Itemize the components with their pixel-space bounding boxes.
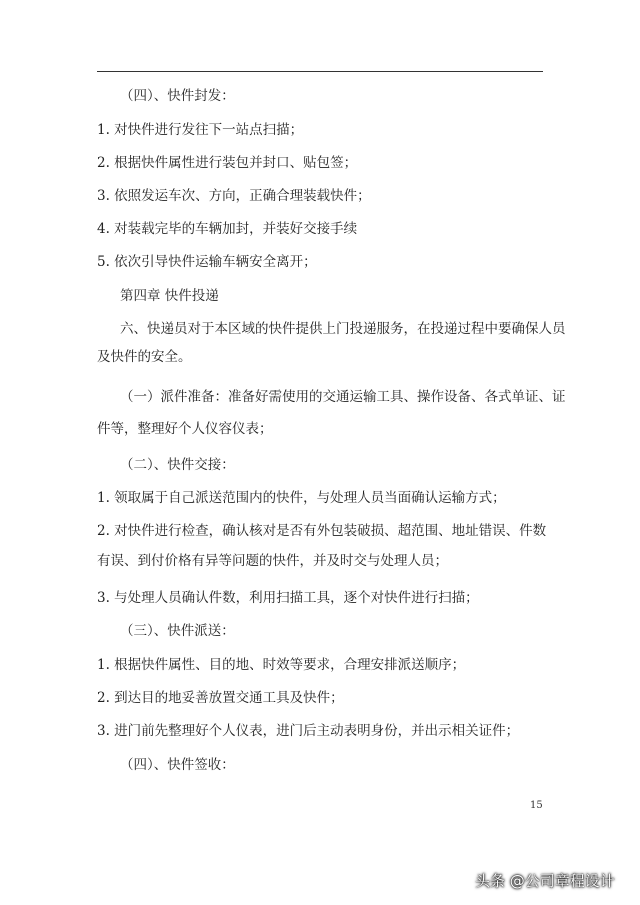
section-heading-delivery: （三）、快件派送：: [120, 623, 235, 639]
list-item: 1. 对快件进行发往下一站点扫描；: [97, 122, 304, 138]
paragraph-line: 六、快递员对于本区域的快件提供上门投递服务，在投递过程中要确保人员: [120, 321, 566, 337]
list-item: 5. 依次引导快件运输车辆安全离开；: [97, 254, 317, 270]
header-rule: [97, 71, 543, 72]
list-item: 4. 对装载完毕的车辆加封，并装好交接手续: [97, 221, 358, 237]
list-item: 2. 到达目的地妥善放置交通工具及快件；: [97, 690, 344, 706]
list-item: 1. 领取属于自己派送范围内的快件，与处理人员当面确认运输方式；: [97, 490, 506, 506]
watermark: 头条 @公司章程设计: [475, 872, 615, 890]
section-heading-handover: （二）、快件交接：: [120, 457, 235, 473]
chapter-heading: 第四章 快件投递: [120, 288, 219, 304]
page-number: 15: [530, 800, 543, 811]
paragraph-line: 件等，整理好个人仪容仪表；: [97, 421, 273, 437]
paragraph-line: （一）派件准备：准备好需使用的交通运输工具、操作设备、各式单证、证: [120, 389, 566, 405]
section-heading-sealing: （四）、快件封发：: [120, 88, 235, 104]
paragraph-line: 及快件的安全。: [97, 349, 192, 365]
list-item: 3. 进门前先整理好个人仪表，进门后主动表明身份，并出示相关证件；: [97, 723, 520, 739]
section-heading-signing: （四）、快件签收：: [120, 757, 235, 773]
list-item: 3. 与处理人员确认件数，利用扫描工具，逐个对快件进行扫描；: [97, 590, 479, 606]
list-item: 1. 根据快件属性、目的地、时效等要求，合理安排派送顺序；: [97, 657, 466, 673]
list-item: 3. 依照发运车次、方向，正确合理装载快件；: [97, 188, 371, 204]
list-item-continuation: 有误、到付价格有异等问题的快件，并及时交与处理人员；: [97, 553, 448, 569]
list-item: 2. 根据快件属性进行装包并封口、贴包签；: [97, 155, 358, 171]
list-item: 2. 对快件进行检查，确认核对是否有外包装破损、超范围、地址错误、件数: [97, 523, 547, 539]
